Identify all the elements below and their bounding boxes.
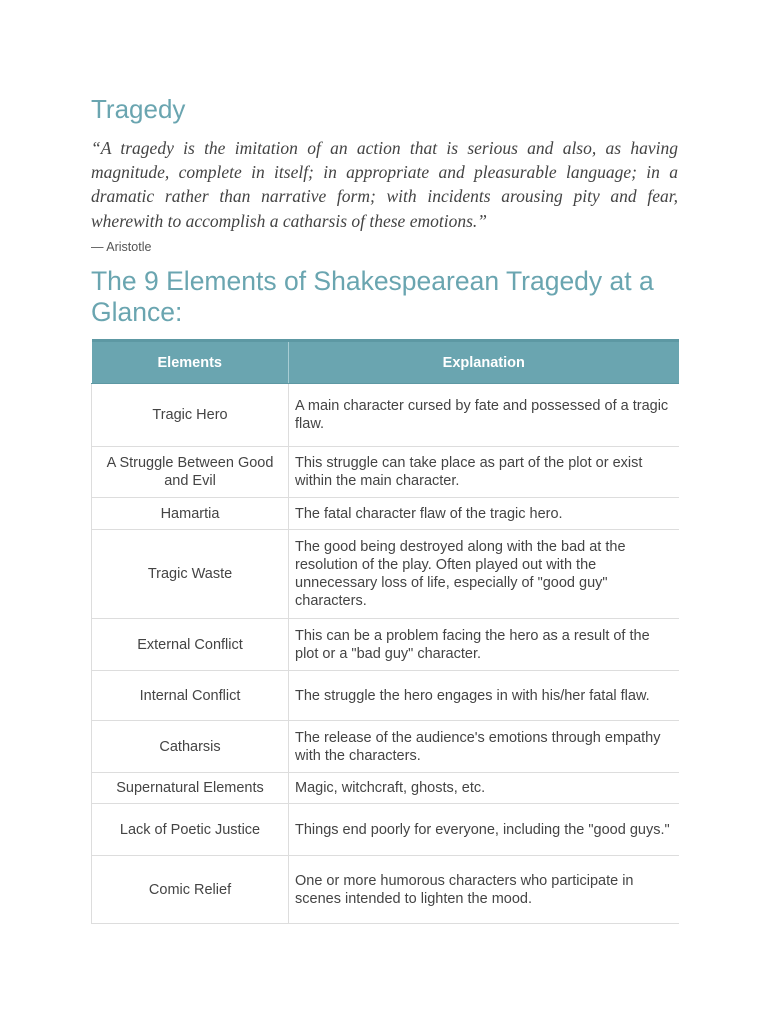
element-name: External Conflict <box>92 619 289 671</box>
element-name: Tragic Waste <box>92 530 289 619</box>
quote-attribution: — Aristotle <box>91 240 152 254</box>
element-name: Tragic Hero <box>92 384 289 447</box>
element-explanation: This can be a problem facing the hero as a result of the plot or a "bad guy" character. <box>289 619 679 671</box>
element-name: Comic Relief <box>92 856 289 924</box>
element-explanation: Magic, witchcraft, ghosts, etc. <box>289 773 679 804</box>
elements-table <box>91 339 679 924</box>
table-row <box>92 530 679 619</box>
column-header-explanation: Explanation <box>289 341 679 384</box>
table-row <box>92 856 679 924</box>
element-name: Hamartia <box>92 498 289 530</box>
table-row <box>92 447 679 498</box>
section-heading: The 9 Elements of Shakespearean Tragedy at a Glance: <box>91 266 654 327</box>
table-row <box>92 721 679 773</box>
element-name: A Struggle Between Good and Evil <box>92 447 289 498</box>
table-row <box>92 619 679 671</box>
table-row <box>92 384 679 447</box>
page-title: Tragedy <box>91 94 186 124</box>
element-name: Internal Conflict <box>92 671 289 721</box>
element-explanation: Things end poorly for everyone, including the "good guys." <box>289 804 679 856</box>
table-row <box>92 498 679 530</box>
element-explanation: The fatal character flaw of the tragic hero. <box>289 498 679 530</box>
element-explanation: The release of the audience's emotions through empathy with the characters. <box>289 721 679 773</box>
element-explanation: This struggle can take place as part of the plot or exist within the main character. <box>289 447 679 498</box>
column-header-elements: Elements <box>92 341 289 384</box>
element-name: Catharsis <box>92 721 289 773</box>
table-row <box>92 773 679 804</box>
aristotle-quote: “A tragedy is the imitation of an action that is serious and also, as having magnitude, complete in itself; in appropriate and pleasurable language; in a dramatic rather than narrative form; with incidents arousing pity and fear, wherewith to accomplish a catharsis of these emotions.” <box>91 138 678 231</box>
element-name: Lack of Poetic Justice <box>92 804 289 856</box>
element-explanation: A main character cursed by fate and possessed of a tragic flaw. <box>289 384 679 447</box>
element-explanation: The struggle the hero engages in with his/her fatal flaw. <box>289 671 679 721</box>
element-explanation: One or more humorous characters who participate in scenes intended to lighten the mood. <box>289 856 679 924</box>
table-row <box>92 671 679 721</box>
element-explanation: The good being destroyed along with the bad at the resolution of the play. Often played out with the unnecessary loss of life, especially of "good guy" characters. <box>289 530 679 619</box>
table-row <box>92 804 679 856</box>
element-name: Supernatural Elements <box>92 773 289 804</box>
table-header-row <box>92 341 679 384</box>
